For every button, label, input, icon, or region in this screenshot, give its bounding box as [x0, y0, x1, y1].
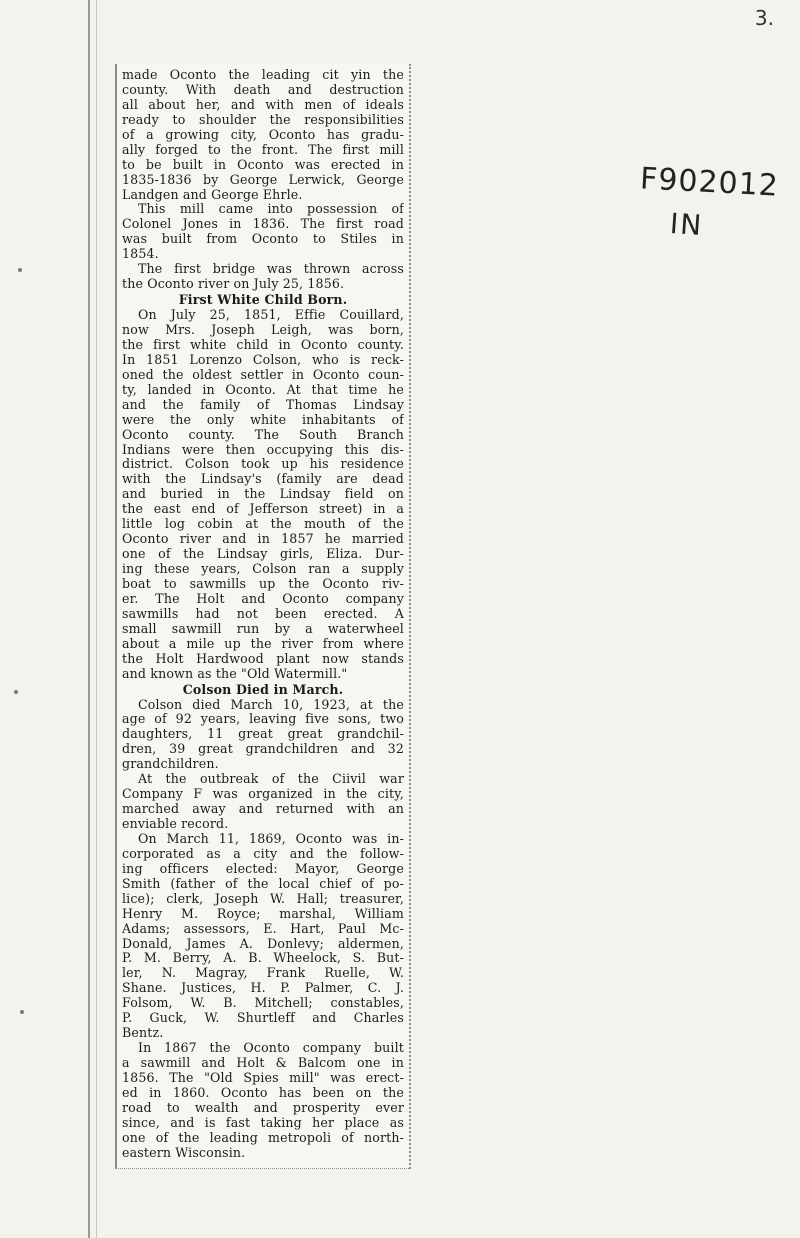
article-line: 1856. The "Old Spies mill" was erect- — [122, 1070, 404, 1085]
article-column — [122, 68, 404, 1161]
margin-speck — [20, 1010, 24, 1014]
article-line: On March 11, 1869, Oconto was in- — [138, 831, 404, 846]
article-line: Colson died March 10, 1923, at the — [138, 697, 404, 712]
article-line: one of the leading metropoli of north- — [122, 1130, 404, 1145]
newspaper-clipping — [115, 64, 411, 1169]
article-line: the east end of Jefferson street) in a — [122, 502, 404, 517]
article-line: to be built in Oconto was erected in — [122, 157, 404, 172]
article-line: Oconto river and in 1857 he married — [122, 532, 404, 547]
article-line: In 1867 the Oconto company built — [138, 1041, 404, 1056]
section-heading: Colson Died in March. — [182, 681, 344, 697]
article-line: Indians were then occupying this dis- — [122, 442, 404, 457]
article-line: ed in 1860. Oconto has been on the — [122, 1085, 404, 1100]
article-line: ing these years, Colson ran a supply — [122, 562, 404, 576]
article-line: Company F was organized in the city, — [122, 787, 404, 802]
article-line: dren, 39 great grandchildren and 32 — [122, 742, 404, 757]
article-line: and buried in the Lindsay field on — [122, 487, 404, 502]
article-line: ready to shoulder the responsibilities — [122, 112, 404, 127]
section-heading: First White Child Born. — [178, 292, 348, 308]
page-number: 3. — [754, 6, 774, 30]
article-line: oned the oldest settler in Oconto coun- — [122, 367, 404, 382]
binding-shadow — [96, 0, 97, 1238]
article-line: the Holt Hardwood plant now stands — [122, 651, 404, 666]
article-line: made Oconto the leading cit yin the — [122, 68, 404, 82]
article-line: On July 25, 1851, Effie Couillard, — [138, 308, 404, 323]
article-line: 1835-1836 by George Lerwick, George — [122, 172, 404, 187]
article-line: enviable record. — [122, 817, 229, 831]
article-line: The first bridge was thrown across — [138, 262, 404, 277]
article-line: was built from Oconto to Stiles in — [122, 232, 404, 247]
article-line: all about her, and with men of ideals — [122, 97, 404, 112]
article-line: a sawmill and Holt & Balcom one in — [122, 1056, 404, 1070]
article-line: were the only white inhabitants of — [122, 412, 404, 427]
article-line: P. Guck, W. Shurtleff and Charles — [122, 1011, 404, 1026]
article-line: At the outbreak of the Ciivil war — [138, 772, 404, 787]
handwritten-state-code: IN — [668, 206, 705, 243]
article-line: now Mrs. Joseph Leigh, was born, — [122, 323, 404, 337]
article-line: Colonel Jones in 1836. The first road — [122, 217, 404, 232]
article-line: Shane. Justices, H. P. Palmer, C. J. — [122, 981, 404, 996]
article-line: In 1851 Lorenzo Colson, who is reck- — [122, 352, 404, 367]
article-line: boat to sawmills up the Oconto riv- — [122, 576, 404, 591]
article-line: district. Colson took up his residence — [122, 457, 404, 472]
article-line: county. With death and destruction — [122, 82, 404, 97]
article-line: 1854. — [122, 247, 159, 262]
article-line: Bentz. — [122, 1026, 164, 1041]
binding-edge — [88, 0, 90, 1238]
article-line: sawmills had not been erected. A — [122, 606, 404, 621]
article-line: the Oconto river on July 25, 1856. — [122, 277, 345, 292]
article-line: about a mile up the river from where — [122, 636, 404, 651]
article-line: with the Lindsay's (family are dead — [122, 472, 404, 487]
article-line: eastern Wisconsin. — [122, 1145, 246, 1160]
article-line: Smith (father of the local chief of po- — [122, 876, 404, 891]
article-line: Donald, James A. Donlevy; aldermen, — [122, 936, 404, 951]
article-line: er. The Holt and Oconto company — [122, 591, 404, 606]
margin-speck — [18, 268, 22, 272]
article-line: little log cobin at the mouth of the — [122, 517, 404, 532]
margin-speck — [14, 690, 18, 694]
article-line: daughters, 11 great great grandchil- — [122, 727, 404, 742]
article-line: one of the Lindsay girls, Eliza. Dur- — [122, 547, 404, 562]
article-line: Adams; assessors, E. Hart, Paul Mc- — [122, 921, 404, 936]
article-line: the first white child in Oconto county. — [122, 337, 404, 352]
article-line: age of 92 years, leaving five sons, two — [122, 712, 404, 727]
article-line: marched away and returned with an — [122, 802, 404, 817]
article-line: corporated as a city and the follow- — [122, 846, 404, 861]
article-line: since, and is fast taking her place as — [122, 1115, 404, 1130]
article-line: lice); clerk, Joseph W. Hall; treasurer, — [122, 891, 404, 906]
article-line: Landgen and George Ehrle. — [122, 187, 303, 202]
article-line: small sawmill run by a waterwheel — [122, 621, 404, 636]
article-line: ally forged to the front. The first mill — [122, 142, 404, 157]
article-line: and known as the "Old Watermill." — [122, 666, 348, 681]
article-line: Folsom, W. B. Mitchell; constables, — [122, 996, 404, 1011]
article-line: Henry M. Royce; marshal, William — [122, 906, 404, 921]
article-line: ty, landed in Oconto. At that time he — [122, 382, 404, 397]
article-line: P. M. Berry, A. B. Wheelock, S. But- — [122, 951, 404, 966]
article-line: and the family of Thomas Lindsay — [122, 397, 404, 412]
article-line: road to wealth and prosperity ever — [122, 1100, 404, 1115]
article-line: of a growing city, Oconto has gradu- — [122, 127, 404, 142]
handwritten-catalog-code: F902012 — [639, 161, 780, 204]
article-line: grandchildren. — [122, 757, 219, 772]
article-line: This mill came into possession of — [138, 202, 404, 217]
article-line: Oconto county. The South Branch — [122, 427, 404, 442]
article-line: ler, N. Magray, Frank Ruelle, W. — [122, 966, 404, 981]
article-line: ing officers elected: Mayor, George — [122, 861, 404, 876]
